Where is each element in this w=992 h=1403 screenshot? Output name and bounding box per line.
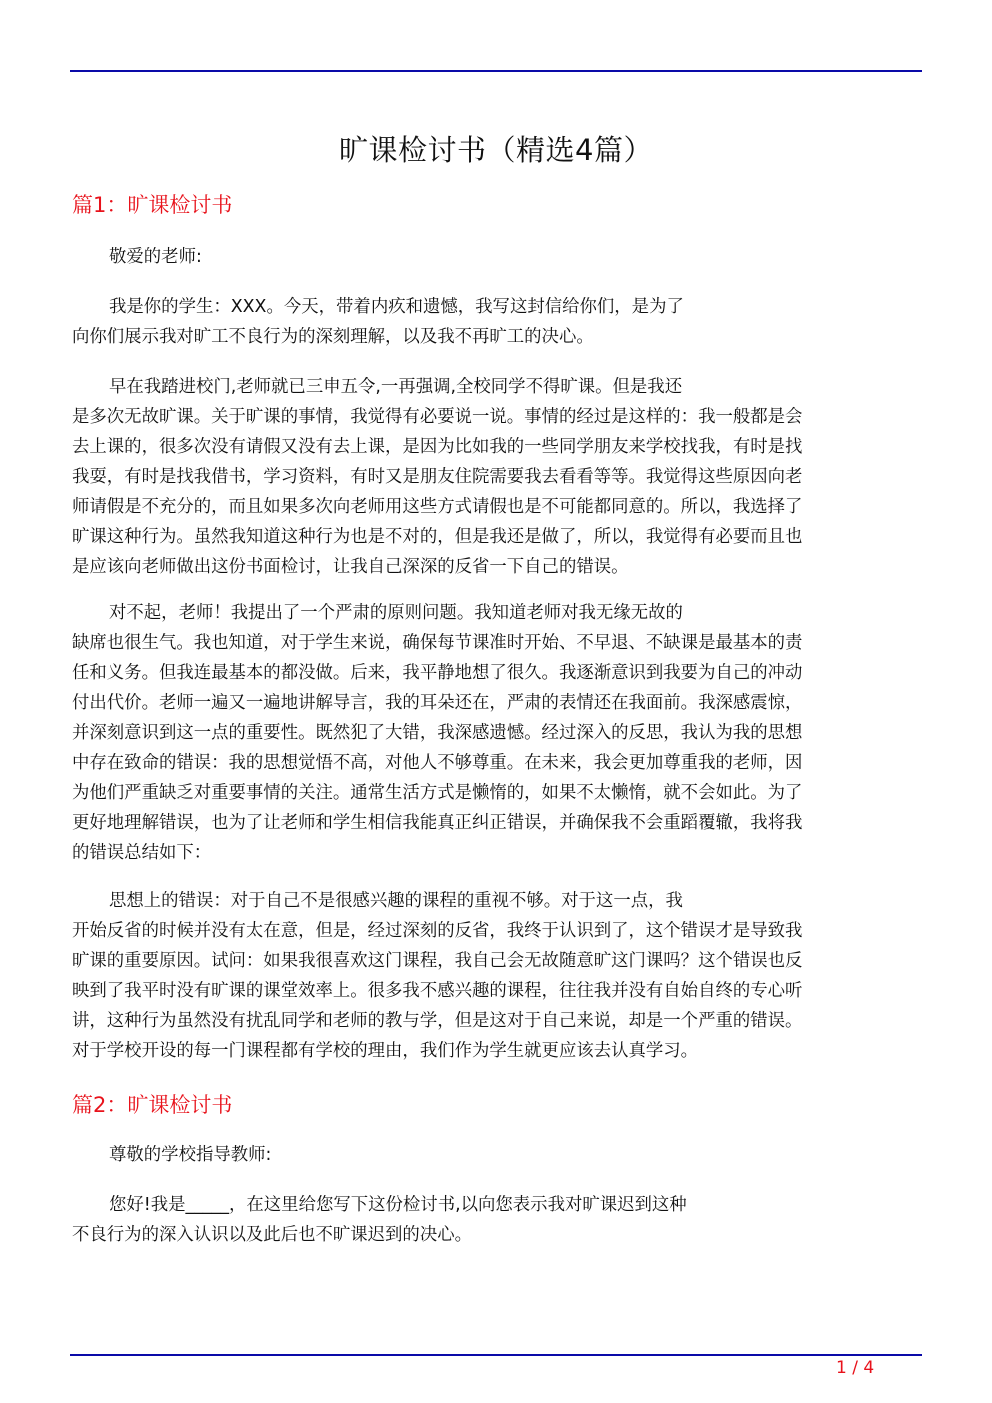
text-line: 映到了我平时没有旷课的课堂效率上。很多我不感兴趣的课程，往往我并没有自始自终的专心听 xyxy=(72,981,803,1001)
section-2-salutation xyxy=(72,1140,922,1170)
text-line: 向你们展示我对旷工不良行为的深刻理解，以及我不再旷工的决心。 xyxy=(72,327,594,347)
text-line: 去上课的，很多次没有请假又没有去上课，是因为比如我的一些同学朋友来学校找我，有时是找 xyxy=(72,437,803,457)
section-2-paragraph-1 xyxy=(72,1190,922,1250)
text-line: 敬爱的老师: xyxy=(109,247,202,267)
section-1-paragraph-3 xyxy=(72,598,922,868)
document-title: 旷课检讨书（精选4篇） xyxy=(339,133,653,167)
text-line: 不良行为的深入认识以及此后也不旷课迟到的决心。 xyxy=(72,1225,472,1245)
text-line: 开始反省的时候并没有太在意，但是，经过深刻的反省，我终于认识到了，这个错误才是导致我 xyxy=(72,921,803,941)
text-line: 师请假是不充分的，而且如果多次向老师用这些方式请假也是不可能都同意的。所以，我选择了 xyxy=(72,497,803,517)
text-line: 思想上的错误：对于自己不是很感兴趣的课程的重视不够。对于这一点，我 xyxy=(109,891,683,911)
text-line: 付出代价。老师一遍又一遍地讲解导言，我的耳朵还在，严肃的表情还在我面前。我深感震惊， xyxy=(72,693,803,713)
header-rule xyxy=(70,70,922,72)
text-line: 任和义务。但我连最基本的都没做。后来，我平静地想了很久。我逐渐意识到我要为自己的冲动 xyxy=(72,663,803,683)
section-2-heading: 篇2：旷课检讨书 xyxy=(72,1093,233,1117)
text-line: 我耍，有时是找我借书，学习资料，有时又是朋友住院需要我去看看等等。我觉得这些原因向老 xyxy=(72,467,803,487)
text-line: 我是你的学生：XXX。今天，带着内疚和遗憾，我写这封信给你们，是为了 xyxy=(109,297,684,317)
page-number: 1 / 4 xyxy=(836,1358,875,1378)
text-line: 您好!我是_____，在这里给您写下这份检讨书,以向您表示我对旷课迟到这种 xyxy=(109,1195,687,1215)
text-line: 旷课的重要原因。试问：如果我很喜欢这门课程，我自己会无故随意旷这门课吗？这个错误也反 xyxy=(72,951,803,971)
text-line: 早在我踏进校门,老师就已三申五令,一再强调,全校同学不得旷课。但是我还 xyxy=(109,377,683,397)
text-line: 的错误总结如下： xyxy=(72,843,212,863)
section-1-paragraph-1 xyxy=(72,292,922,352)
text-line: 是多次无故旷课。关于旷课的事情，我觉得有必要说一说。事情的经过是这样的：我一般都是会 xyxy=(72,407,803,427)
text-line: 缺席也很生气。我也知道，对于学生来说，确保每节课准时开始、不早退、不缺课是最基本的责 xyxy=(72,633,803,653)
text-line: 中存在致命的错误：我的思想觉悟不高，对他人不够尊重。在未来，我会更加尊重我的老师，因 xyxy=(72,753,803,773)
text-line: 对不起，老师！我提出了一个严肃的原则问题。我知道老师对我无缘无故的 xyxy=(109,603,683,623)
text-line: 是应该向老师做出这份书面检讨，让我自己深深的反省一下自己的错误。 xyxy=(72,557,629,577)
section-1-heading: 篇1：旷课检讨书 xyxy=(72,193,233,217)
text-line: 为他们严重缺乏对重要事情的关注。通常生活方式是懒惰的，如果不太懒惰，就不会如此。为了 xyxy=(72,783,803,803)
text-line: 讲，这种行为虽然没有扰乱同学和老师的教与学，但是这对于自己来说，却是一个严重的错误。 xyxy=(72,1011,803,1031)
text-line: 尊敬的学校指导教师: xyxy=(109,1145,272,1165)
section-1-salutation xyxy=(72,242,922,272)
text-line: 更好地理解错误，也为了让老师和学生相信我能真正纠正错误，并确保我不会重蹈覆辙，我将我 xyxy=(72,813,803,833)
section-1-paragraph-2 xyxy=(72,372,922,582)
text-line: 旷课这种行为。虽然我知道这种行为也是不对的，但是我还是做了，所以，我觉得有必要而且也 xyxy=(72,527,803,547)
footer-rule xyxy=(70,1354,922,1356)
text-line: 对于学校开设的每一门课程都有学校的理由，我们作为学生就更应该去认真学习。 xyxy=(72,1041,699,1061)
text-line: 并深刻意识到这一点的重要性。既然犯了大错，我深感遗憾。经过深入的反思，我认为我的思想 xyxy=(72,723,803,743)
section-1-paragraph-4 xyxy=(72,886,922,1066)
